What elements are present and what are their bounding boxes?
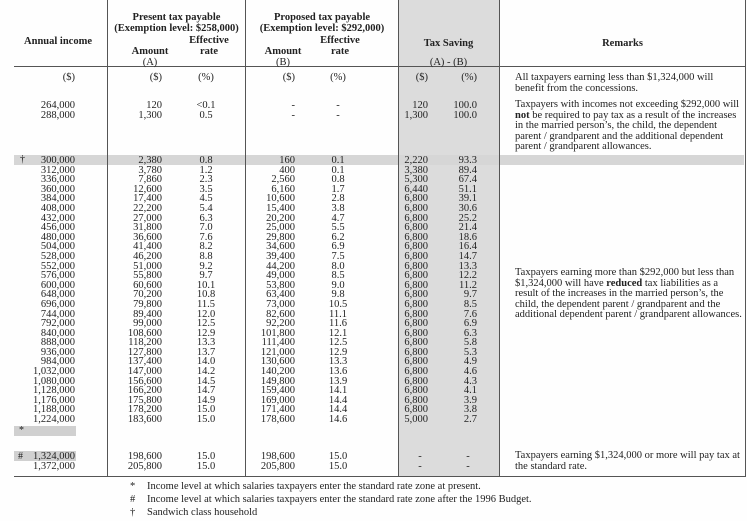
- g2-proposed-amount-cell: 49,000: [266, 270, 295, 282]
- g2-proposed-rate-cell: 6.9: [331, 241, 345, 253]
- g2-proposed-amount-cell: 149,800: [260, 375, 295, 387]
- g1-saving-amount-cell: 120: [412, 100, 428, 111]
- g2-present-amount-cell: 51,000: [133, 260, 162, 272]
- header-proposed-rate: Effective rate: [320, 35, 360, 57]
- table-bottom-line: [14, 476, 746, 477]
- g2-present-amount-cell: 99,000: [133, 318, 162, 330]
- g2-present-rate-cell: 10.8: [196, 289, 216, 301]
- header-remarks: Remarks: [602, 38, 643, 49]
- g2-income-cell: 576,000: [40, 270, 75, 282]
- g2-proposed-rate-cell: 12.9: [328, 346, 348, 358]
- footnote-dagger-text: Sandwich class household: [147, 507, 258, 518]
- g2-present-amount-cell: 17,400: [133, 193, 162, 205]
- vline-present: [245, 0, 246, 477]
- g2-saving-rate-cell: 21.4: [458, 222, 477, 234]
- g2-present-amount-cell: 3,780: [138, 164, 162, 176]
- g2-saving-rate-cell: 4.1: [463, 385, 477, 397]
- g2-proposed-rate-cell: 14.4: [328, 404, 348, 416]
- g2-present-rate-cell: 6.3: [199, 212, 213, 224]
- g2-saving-amount-cell: 6,800: [404, 222, 428, 234]
- g2-present-amount-cell: 41,400: [133, 241, 162, 253]
- g2-saving-rate-cell: 3.9: [463, 394, 477, 406]
- g2-saving-amount-cell: 6,800: [404, 337, 428, 349]
- g2-income-cell: 1,080,000: [33, 375, 75, 387]
- g1-proposed-rate-cell: -: [336, 100, 340, 111]
- header-divider: [14, 66, 746, 67]
- unit-proposed-rate: (%): [330, 72, 346, 83]
- g2-saving-rate-cell: 8.5: [463, 298, 477, 310]
- g1-income-cell: 288,000: [40, 109, 75, 121]
- g2-proposed-rate-cell: 9.8: [331, 289, 345, 301]
- g2-proposed-rate-cell: 0.1: [331, 164, 345, 176]
- g3-saving-amount-col: [412, 452, 428, 471]
- g2-present-rate-cell: 1.2: [199, 164, 213, 176]
- header-tax-saving: Tax Saving: [423, 38, 474, 49]
- g3-proposed-rate-cell: 15.0: [328, 460, 348, 472]
- g2-present-rate-cell: 12.9: [196, 327, 216, 339]
- g1-present-rate-col: [188, 101, 224, 120]
- unit-income: ($): [62, 72, 75, 83]
- g2-saving-amount-cell: 6,800: [404, 289, 428, 301]
- g2-present-amount-cell: 12,600: [133, 183, 162, 195]
- g2-saving-rate-cell: 3.8: [463, 404, 477, 416]
- g2-present-rate-cell: 13.3: [196, 337, 216, 349]
- g3-saving-amount-cell: -: [418, 451, 422, 462]
- g2-proposed-rate-cell: 14.1: [328, 385, 348, 397]
- g2-income-cell: 600,000: [40, 279, 75, 291]
- g1-saving-rate-cell: 100.0: [453, 100, 477, 111]
- g2-saving-rate-cell: 4.3: [463, 375, 477, 387]
- g3-saving-rate-cell: -: [466, 460, 470, 472]
- g3-present-amount-cell: 198,600: [127, 451, 162, 462]
- g2-present-rate-cell: 2.3: [199, 174, 213, 186]
- g2-proposed-amount-cell: 10,600: [266, 193, 295, 205]
- header-proposed-title: Proposed tax payable: [273, 12, 371, 23]
- header-proposed-amount: Amount: [264, 46, 302, 57]
- g2-saving-rate-cell: 9.7: [463, 289, 477, 301]
- g2-proposed-amount-cell: 169,000: [260, 394, 295, 406]
- g2-present-rate-cell: 14.7: [196, 385, 216, 397]
- g2-saving-rate-cell: 93.3: [458, 155, 477, 166]
- g2-present-amount-col: [115, 156, 162, 425]
- g2-saving-rate-cell: 4.6: [463, 366, 477, 378]
- g2-saving-amount-cell: 2,220: [404, 155, 428, 166]
- g2-present-amount-cell: 137,400: [127, 356, 162, 368]
- g2-present-rate-cell: 9.2: [199, 260, 213, 272]
- vline-income: [107, 0, 108, 477]
- g2-present-rate-cell: 10.1: [196, 279, 216, 291]
- g2-proposed-rate-cell: 6.2: [331, 231, 345, 243]
- g2-saving-amount-cell: 6,800: [404, 346, 428, 358]
- header-label-a: (A): [142, 57, 158, 68]
- g2-saving-amount-cell: 6,800: [404, 318, 428, 330]
- g2-saving-amount-cell: 6,800: [404, 270, 428, 282]
- g2-proposed-rate-cell: 12.5: [328, 337, 348, 349]
- g2-saving-amount-cell: 6,800: [404, 202, 428, 214]
- g2-present-amount-cell: 156,600: [127, 375, 162, 387]
- g2-income-cell: 1,224,000: [33, 414, 75, 426]
- vline-saving: [499, 0, 500, 477]
- g2-present-amount-cell: 79,800: [133, 298, 162, 310]
- g3-present-amount-cell: 205,800: [127, 460, 162, 472]
- g2-present-rate-cell: 15.0: [196, 414, 216, 426]
- g2-present-amount-cell: 2,380: [138, 155, 162, 166]
- g2-proposed-amount-cell: 25,000: [266, 222, 295, 234]
- g2-proposed-amount-cell: 6,160: [271, 183, 295, 195]
- g2-proposed-amount-cell: 101,800: [260, 327, 295, 339]
- g2-proposed-rate-cell: 14.4: [328, 394, 348, 406]
- g2-saving-rate-cell: 18.6: [458, 231, 477, 243]
- g2-saving-amount-cell: 6,800: [404, 279, 428, 291]
- g2-proposed-amount-cell: 63,400: [266, 289, 295, 301]
- g1-income-col: [20, 101, 75, 120]
- unit-saving-rate: (%): [461, 72, 477, 83]
- g2-proposed-rate-cell: 13.3: [328, 356, 348, 368]
- vline-right: [745, 0, 746, 477]
- g2-proposed-rate-cell: 8.5: [331, 270, 345, 282]
- g2-proposed-amount-cell: 2,560: [271, 174, 295, 186]
- g2-saving-amount-cell: 6,800: [404, 298, 428, 310]
- g2-proposed-amount-cell: 39,400: [266, 250, 295, 262]
- g2-present-rate-cell: 7.0: [199, 222, 213, 234]
- g2-present-amount-cell: 89,400: [133, 308, 162, 320]
- g2-proposed-amount-cell: 171,400: [260, 404, 295, 416]
- g2-saving-rate-cell: 12.2: [458, 270, 477, 282]
- g2-saving-amount-col: [398, 156, 428, 425]
- g1-proposed-rate-cell: -: [336, 109, 340, 121]
- header-label-b: (B): [276, 57, 290, 68]
- g2-proposed-amount-cell: 121,000: [260, 346, 295, 358]
- g2-present-amount-cell: 55,800: [133, 270, 162, 282]
- g2-present-amount-cell: 178,200: [127, 404, 162, 416]
- g2-proposed-rate-cell: 0.1: [331, 155, 345, 166]
- g1-saving-amount-col: [398, 101, 428, 120]
- header-present-sub: (Exemption level: $258,000): [114, 23, 239, 34]
- g2-present-amount-cell: 36,600: [133, 231, 162, 243]
- unit-present-rate: (%): [198, 72, 214, 83]
- g2-present-amount-cell: 60,600: [133, 279, 162, 291]
- g3-present-rate-cell: 15.0: [196, 460, 216, 472]
- g2-proposed-rate-cell: 14.6: [328, 414, 348, 426]
- g2-saving-rate-cell: 5.3: [463, 346, 477, 358]
- g2-saving-amount-cell: 6,800: [404, 356, 428, 368]
- g2-saving-amount-cell: 6,800: [404, 212, 428, 224]
- g2-proposed-amount-cell: 400: [279, 164, 295, 176]
- g2-saving-amount-cell: 6,800: [404, 394, 428, 406]
- g2-present-rate-cell: 13.7: [196, 346, 216, 358]
- g2-saving-amount-cell: 5,000: [404, 414, 428, 426]
- g2-income-cell: 840,000: [40, 327, 75, 339]
- g1-saving-amount-cell: 1,300: [404, 109, 428, 121]
- g2-income-cell: 528,000: [40, 250, 75, 262]
- g2-present-rate-cell: 8.8: [199, 250, 213, 262]
- g1-proposed-amount-cell: -: [291, 109, 295, 121]
- g2-income-col: [20, 156, 75, 425]
- g2-income-cell: 504,000: [40, 241, 75, 253]
- g2-saving-rate-cell: 14.7: [458, 250, 477, 262]
- remark-3: Taxpayers earning more than $292,000 but less than $1,324,000 will have reduced tax liabilities as a result of the increases in the married person’s, the child, the dependent parent / grandparent and the additional dependent parent / grandparent allowances.: [515, 267, 742, 320]
- g3-proposed-amount-cell: 205,800: [260, 460, 295, 472]
- footnote-dagger-symbol: †: [130, 507, 136, 518]
- g2-proposed-rate-cell: 9.0: [331, 279, 345, 291]
- unit-present-amount: ($): [149, 72, 162, 83]
- g2-proposed-rate-cell: 11.1: [329, 308, 347, 320]
- g2-present-rate-cell: 12.5: [196, 318, 216, 330]
- footnote-star-text: Income level at which salaries taxpayers enter the standard rate zone at present.: [147, 481, 481, 492]
- header-label-ab: (A) - (B): [429, 57, 468, 68]
- g2-saving-amount-cell: 6,800: [404, 404, 428, 416]
- g2-saving-amount-cell: 6,800: [404, 327, 428, 339]
- g2-proposed-rate-cell: 11.6: [329, 318, 347, 330]
- g2-saving-rate-cell: 13.3: [458, 260, 477, 272]
- footnote-hash-text: Income level at which salaries taxpayers enter the standard rate zone after the 1996 Budget.: [147, 494, 532, 505]
- g2-saving-rate-cell: 5.8: [463, 337, 477, 349]
- g1-proposed-rate-col: [320, 101, 356, 120]
- g2-income-cell: 744,000: [40, 308, 75, 320]
- g2-present-rate-col: [188, 156, 224, 425]
- g2-present-rate-cell: 11.5: [197, 298, 215, 310]
- g2-proposed-amount-cell: 140,200: [260, 366, 295, 378]
- g2-present-rate-cell: 12.0: [196, 308, 216, 320]
- remark-4: Taxpayers earning $1,324,000 or more will pay tax at the standard rate.: [515, 450, 740, 472]
- g3-present-rate-col: [188, 452, 224, 471]
- g2-proposed-amount-cell: 15,400: [266, 202, 295, 214]
- g2-proposed-rate-cell: 2.8: [331, 193, 345, 205]
- g2-proposed-rate-cell: 12.1: [328, 327, 348, 339]
- g2-proposed-amount-cell: 82,600: [266, 308, 295, 320]
- g2-proposed-amount-cell: 178,600: [260, 414, 295, 426]
- g1-present-rate-cell: 0.5: [199, 109, 213, 121]
- g2-saving-rate-cell: 7.6: [463, 308, 477, 320]
- g2-present-rate-cell: 3.5: [199, 183, 213, 195]
- g2-present-amount-cell: 183,600: [127, 414, 162, 426]
- g2-saving-amount-cell: 6,800: [404, 193, 428, 205]
- g2-saving-amount-cell: 6,440: [404, 183, 428, 195]
- g1-present-amount-col: [115, 101, 162, 120]
- unit-proposed-amount: ($): [282, 72, 295, 83]
- g3-present-amount-col: [115, 452, 162, 471]
- g2-present-amount-cell: 166,200: [127, 385, 162, 397]
- g2-present-amount-cell: 127,800: [127, 346, 162, 358]
- header-proposed-sub: (Exemption level: $292,000): [259, 23, 385, 34]
- g1-present-amount-cell: 120: [146, 100, 162, 111]
- g3-income-cell: 1,324,000: [33, 451, 75, 462]
- header-present-title: Present tax payable: [132, 12, 221, 23]
- g2-proposed-amount-cell: 20,200: [266, 212, 295, 224]
- g1-proposed-amount-cell: -: [291, 100, 295, 111]
- g2-saving-rate-cell: 89.4: [458, 164, 477, 176]
- header-annual-income: Annual income: [24, 36, 92, 47]
- g3-proposed-amount-cell: 198,600: [260, 451, 295, 462]
- remark-1: All taxpayers earning less than $1,324,000 will benefit from the concessions.: [515, 72, 714, 94]
- g3-saving-amount-cell: -: [418, 460, 422, 472]
- g2-saving-amount-cell: 3,380: [404, 164, 428, 176]
- g2-income-cell: 984,000: [40, 356, 75, 368]
- header-present-rate: Effective rate: [189, 35, 229, 57]
- g2-proposed-rate-cell: 5.5: [331, 222, 345, 234]
- g2-present-amount-cell: 46,200: [133, 250, 162, 262]
- g2-proposed-amount-cell: 29,800: [266, 231, 295, 243]
- g2-saving-amount-cell: 6,800: [404, 250, 428, 262]
- g2-income-cell: 312,000: [40, 164, 75, 176]
- g2-saving-amount-cell: 6,800: [404, 366, 428, 378]
- g1-income-cell: 264,000: [40, 100, 75, 111]
- g2-present-rate-cell: 15.0: [196, 404, 216, 416]
- g2-saving-rate-cell: 16.4: [458, 241, 477, 253]
- g2-present-amount-cell: 31,800: [133, 222, 162, 234]
- g2-proposed-rate-cell: 3.8: [331, 202, 345, 214]
- g2-saving-rate-cell: 67.4: [458, 174, 477, 186]
- g3-present-rate-cell: 15.0: [196, 451, 216, 462]
- g2-present-rate-cell: 14.0: [196, 356, 216, 368]
- g2-present-amount-cell: 27,000: [133, 212, 162, 224]
- g2-saving-amount-cell: 5,300: [404, 174, 428, 186]
- g2-present-amount-cell: 147,000: [127, 366, 162, 378]
- g2-income-cell: 792,000: [40, 318, 75, 330]
- g2-saving-rate-cell: 39.1: [458, 193, 477, 205]
- g2-present-amount-cell: 108,600: [127, 327, 162, 339]
- g2-saving-amount-cell: 6,800: [404, 260, 428, 272]
- g2-income-cell: 300,000: [40, 155, 75, 166]
- g2-present-rate-cell: 14.5: [196, 375, 216, 387]
- g2-present-rate-cell: 7.6: [199, 231, 213, 243]
- g2-proposed-rate-cell: 13.6: [328, 366, 348, 378]
- g1-proposed-amount-col: [248, 101, 295, 120]
- g3-proposed-amount-col: [248, 452, 295, 471]
- marker-dagger: †: [20, 154, 25, 165]
- g2-saving-rate-cell: 51.1: [458, 183, 477, 195]
- g2-saving-rate-cell: 6.9: [463, 318, 477, 330]
- g2-proposed-rate-col: [320, 156, 356, 425]
- footnote-star-symbol: *: [130, 481, 136, 492]
- g2-saving-rate-cell: 6.3: [463, 327, 477, 339]
- g2-proposed-amount-cell: 159,400: [260, 385, 295, 397]
- g2-proposed-rate-cell: 8.0: [331, 260, 345, 272]
- g3-saving-rate-col: [460, 452, 476, 471]
- g2-income-cell: 648,000: [40, 289, 75, 301]
- g2-present-amount-cell: 118,200: [128, 337, 162, 349]
- g2-income-cell: 1,176,000: [33, 394, 75, 406]
- g2-proposed-rate-cell: 1.7: [331, 183, 345, 195]
- g2-income-cell: 456,000: [40, 222, 75, 234]
- g2-income-cell: 936,000: [40, 346, 75, 358]
- g2-present-rate-cell: 9.7: [199, 270, 213, 282]
- g2-present-amount-cell: 70,200: [133, 289, 162, 301]
- g2-present-amount-cell: 175,800: [127, 394, 162, 406]
- g3-proposed-rate-col: [320, 452, 356, 471]
- g2-proposed-rate-cell: 10.5: [328, 298, 348, 310]
- g2-saving-amount-cell: 6,800: [404, 308, 428, 320]
- g2-income-cell: 480,000: [40, 231, 75, 243]
- g3-proposed-rate-cell: 15.0: [328, 451, 348, 462]
- g2-proposed-amount-col: [248, 156, 295, 425]
- g2-proposed-amount-cell: 44,200: [266, 260, 295, 272]
- g2-saving-rate-cell: 11.2: [459, 279, 477, 291]
- g3-income-col: [20, 452, 75, 471]
- g2-income-cell: 1,128,000: [33, 385, 75, 397]
- g2-saving-rate-cell: 2.7: [463, 414, 477, 426]
- g2-income-cell: 336,000: [40, 174, 75, 186]
- g2-saving-amount-cell: 6,800: [404, 375, 428, 387]
- g2-saving-rate-cell: 25.2: [458, 212, 477, 224]
- g1-present-amount-cell: 1,300: [138, 109, 162, 121]
- g2-saving-amount-cell: 6,800: [404, 385, 428, 397]
- g2-income-cell: 1,032,000: [33, 366, 75, 378]
- g2-proposed-rate-cell: 7.5: [331, 250, 345, 262]
- g2-saving-amount-cell: 6,800: [404, 231, 428, 243]
- g2-proposed-amount-cell: 160: [279, 155, 295, 166]
- g2-income-cell: 408,000: [40, 202, 75, 214]
- g2-proposed-amount-cell: 111,400: [261, 337, 295, 349]
- g2-saving-rate-cell: 30.6: [458, 202, 477, 214]
- g2-present-rate-cell: 5.4: [199, 202, 213, 214]
- g3-income-cell: 1,372,000: [33, 460, 75, 472]
- g1-saving-rate-cell: 100.0: [453, 109, 477, 121]
- g2-present-rate-cell: 8.2: [199, 241, 213, 253]
- marker-star: *: [19, 425, 24, 436]
- g2-proposed-amount-cell: 34,600: [266, 241, 295, 253]
- g2-proposed-rate-cell: 13.9: [328, 375, 348, 387]
- g2-saving-rate-col: [443, 156, 477, 425]
- g3-saving-rate-cell: -: [466, 451, 470, 462]
- g2-present-rate-cell: 4.5: [199, 193, 213, 205]
- g2-present-rate-cell: 14.2: [196, 366, 216, 378]
- g2-saving-amount-cell: 6,800: [404, 241, 428, 253]
- g2-proposed-amount-cell: 53,800: [266, 279, 295, 291]
- g2-income-cell: 696,000: [40, 298, 75, 310]
- unit-saving-amount: ($): [415, 72, 428, 83]
- g2-income-cell: 552,000: [40, 260, 75, 272]
- g2-proposed-amount-cell: 130,600: [260, 356, 295, 368]
- g2-income-cell: 360,000: [40, 183, 75, 195]
- g2-income-cell: 1,188,000: [33, 404, 75, 416]
- g2-proposed-rate-cell: 0.8: [331, 174, 345, 186]
- g2-proposed-rate-cell: 4.7: [331, 212, 345, 224]
- g2-income-cell: 888,000: [40, 337, 75, 349]
- g2-present-amount-cell: 22,200: [133, 202, 162, 214]
- g2-present-rate-cell: 0.8: [199, 155, 213, 166]
- g2-income-cell: 432,000: [40, 212, 75, 224]
- g1-saving-rate-col: [443, 101, 477, 120]
- footnote-hash-symbol: #: [130, 494, 136, 505]
- header-present-amount: Amount: [131, 46, 169, 57]
- g2-income-cell: 384,000: [40, 193, 75, 205]
- g2-proposed-amount-cell: 92,200: [266, 318, 295, 330]
- g2-present-amount-cell: 7,860: [138, 174, 162, 186]
- remark-2: Taxpayers with incomes not exceeding $292,000 will not be required to pay tax as a result of the increases in the married person’s, the child, the dependent parent / grandparent and the additional dependent parent / grandparent allowances.: [515, 99, 740, 152]
- g2-proposed-amount-cell: 73,000: [266, 298, 295, 310]
- g1-present-rate-cell: <0.1: [196, 100, 216, 111]
- g2-present-rate-cell: 14.9: [196, 394, 216, 406]
- g2-saving-rate-cell: 4.9: [463, 356, 477, 368]
- marker-hash: #: [18, 451, 23, 462]
